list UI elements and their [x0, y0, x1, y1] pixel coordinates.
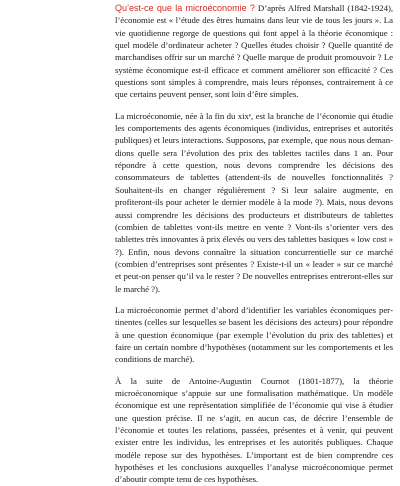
paragraph-definition: La microéconomie, née à la fin du xixᵉ, est la branche de l’économie qui étudie les comportements des agents économiques (individus, entreprises et autorités publiques) et leurs interactions. Supposons, par exemple, que nous nous demandions quelle sera l’évolution des prix des tablettes tactiles dans 1 an. Pour répondre à cette question, nous devons comprendre les décisions des consommateurs de tablettes (attendent-ils de nouvelles fonctionnalités ? Souhaitent-ils en changer régulièrement ? Si leur salaire augmente, en profiteront-ils pour acheter le dernier modèle à la mode ?). Mais, nous devons aussi comprendre les décisions des producteurs et distributeurs de tablettes (combien de tablettes vont-ils mettre en vente ? Vont-ils s’orienter vers des tablettes très innovantes à prix élevés ou vers des tablettes basiques « low cost » ?). Enfin, nous devons connaître la situation concurrentielle sur ce marché (combien d’entreprises sont présentes ? Existe-t-il un « leader » sur ce marché et peut-on penser qu’il va le rester ? De nouvelles entreprises entreront-elles sur le marché ?).	[115, 110, 393, 294]
paragraph-cournot: À la suite de Antoine-Augustin Cournot (1801-1877), la théorie microéconomique s’appuie sur une formalisation mathématique. Un modèle économique est une représentation simplifiée de l’économie qui vise à étudier une question précise. Il ne s’agit, en aucun cas, de décrire l’ensemble de l’économie et toutes les relations, passées, présentes et à venir, qui peuvent exister entre les individus, les entreprises et les autorités publiques. Chaque modèle repose sur des hypothèses. L’important est de bien comprendre ces hypothèses et les conclusions auxquelles l’analyse microéconomique permet d’aboutir compte tenu de ces hypothèses.	[115, 375, 393, 485]
paragraph-intro-text: D’après Alfred Marshall (1842-1924), l’économie est « l’étude des êtres humains dans leur vie de tous les jours ». La vie quotidienne regorge de questions qui font appel à la théorie économique : quel modèle d’ordinateur acheter ? Quelles études choisir ? Quelle quantité de marchandises offrir sur un marché ? Quelle marque de produit promouvoir ? Le système économique est-il efficace et comment améliorer son efficacité ? Ces questions sont simples à comprendre, mais leurs réponses, contrairement à ce que certains peuvent penser, sont loin d’être simples.	[115, 3, 393, 100]
paragraph-intro	[115, 0, 393, 101]
document-page	[115, 0, 393, 486]
section-heading: Qu’est-ce que la microéconomie ?	[115, 3, 255, 13]
paragraph-variables: La microéconomie permet d’abord d’identifier les variables économiques pertinentes (celles sur lesquelles se basent les décisions des acteurs) pour répondre à une question économique (par exemple l’évolution du prix des tablettes) et faire un certain nombre d’hypothèses (notamment sur les comportements et les conditions de marché).	[115, 304, 393, 365]
